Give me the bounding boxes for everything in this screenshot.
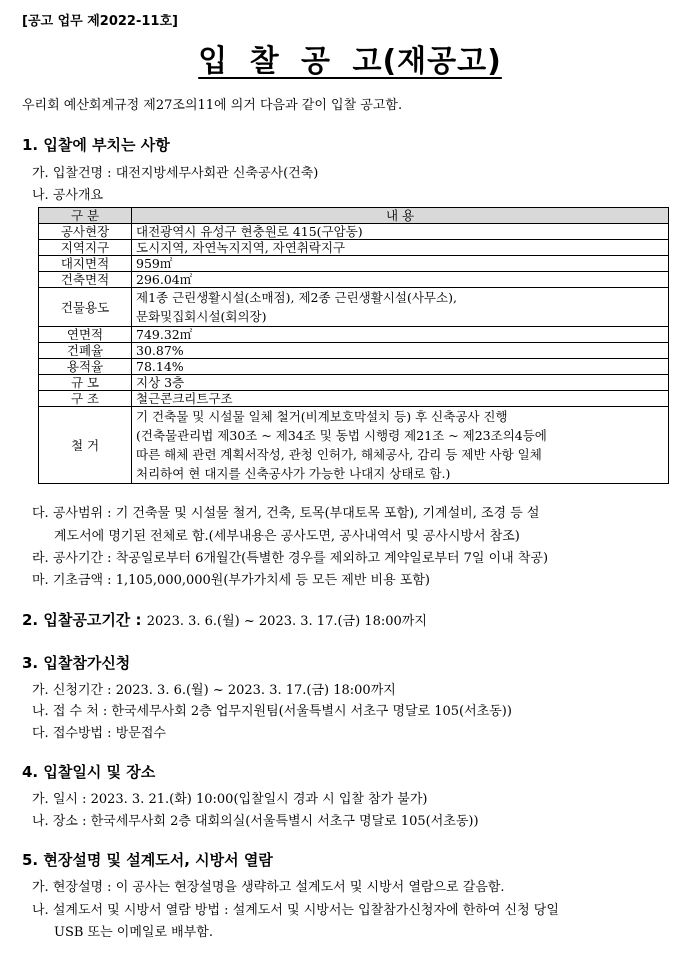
table-row <box>39 327 669 343</box>
row-key: 용적율 <box>39 359 132 375</box>
sec4-item-na: 나. 장소 : 한국세무사회 2층 대회의실(서울특별시 서초구 명달로 105(서초동)) <box>32 814 479 829</box>
sec3-item-na: 나. 접 수 처 : 한국세무사회 2층 업무지원팀(서울특별시 서초구 명달로 105(서초동)) <box>32 704 512 719</box>
row-key: 지역지구 <box>39 240 132 256</box>
row-value-line: 따른 해체 관련 계획서작성, 관청 인허가, 해체공사, 감리 등 제반 사항 일체 <box>136 447 542 462</box>
row-value: 749.32㎡ <box>132 327 669 343</box>
row-value-line: 기 건축물 및 시설물 일체 철거(비계보호막설치 등) 후 신축공사 진행 <box>136 409 508 424</box>
section-1-heading: 1. 입찰에 부치는 사항 <box>22 136 170 154</box>
table-row <box>39 256 669 272</box>
row-key: 규 모 <box>39 375 132 391</box>
row-key: 건축면적 <box>39 272 132 288</box>
row-value: 78.14% <box>132 359 669 375</box>
row-key: 대지면적 <box>39 256 132 272</box>
sec5-item-na-cont: USB 또는 이메일로 배부함. <box>54 925 213 940</box>
row-value-line: 제1종 근린생활시설(소매점), 제2종 근린생활시설(사무소), <box>136 290 457 305</box>
intro-text: 우리회 예산회계규정 제27조의11에 의거 다음과 같이 입찰 공고함. <box>22 98 403 113</box>
table-header-content: 내 용 <box>132 208 669 224</box>
row-value: 대전광역시 유성구 현충원로 415(구암동) <box>132 224 669 240</box>
table-row <box>39 391 669 407</box>
table-row <box>39 288 669 327</box>
sec1-item-da-cont: 계도서에 명기된 전체로 함.(세부내용은 공사도면, 공사내역서 및 공사시방서 참조) <box>54 529 520 544</box>
row-value-line: (건축물관리법 제30조 ~ 제34조 및 동법 시행령 제21조 ~ 제23조의4등에 <box>136 428 547 443</box>
sec3-item-da: 다. 접수방법 : 방문접수 <box>32 726 166 741</box>
row-key: 구 조 <box>39 391 132 407</box>
section-5-heading: 5. 현장설명 및 설계도서, 시방서 열람 <box>22 851 273 869</box>
sec4-item-ga: 가. 일시 : 2023. 3. 21.(화) 10:00(입찰일시 경과 시 입찰 참가 불가) <box>32 792 428 807</box>
table-header-category: 구 분 <box>39 208 132 224</box>
sec1-item-ma: 마. 기초금액 : 1,105,000,000원(부가가치세 등 모든 제반 비용 포함) <box>32 573 430 588</box>
row-value: 도시지역, 자연녹지지역, 자연취락지구 <box>132 240 669 256</box>
table-row <box>39 359 669 375</box>
section-3-heading: 3. 입찰참가신청 <box>22 654 131 672</box>
row-key: 공사현장 <box>39 224 132 240</box>
project-overview-table <box>38 207 669 484</box>
section-2-heading: 2. 입찰공고기간 : <box>22 611 142 629</box>
bid-notice-period: 2023. 3. 6.(월) ~ 2023. 3. 17.(금) 18:00까지 <box>146 614 427 629</box>
sec1-item-ga: 가. 입찰건명 : 대전지방세무사회관 신축공사(건축) <box>32 166 319 181</box>
sec1-item-ra: 라. 공사기간 : 착공일로부터 6개월간(특별한 경우를 제외하고 계약일로부터 7일 이내 착공) <box>32 551 549 566</box>
sec1-item-da: 다. 공사범위 : 기 건축물 및 시설물 철거, 건축, 토목(부대토목 포함), 기계설비, 조경 등 설 <box>32 506 540 521</box>
sec5-item-na: 나. 설계도서 및 시방서 열람 방법 : 설계도서 및 시방서는 입찰참가신청자에 한하여 신청 당일 <box>32 903 559 918</box>
row-value <box>132 288 669 327</box>
row-key: 건폐율 <box>39 343 132 359</box>
row-key: 건물용도 <box>39 288 132 327</box>
table-header-row <box>39 208 669 224</box>
table-row <box>39 240 669 256</box>
row-value: 30.87% <box>132 343 669 359</box>
notice-number: [공고 업무 제2022-11호] <box>22 14 178 29</box>
row-value-line: 문화및집회시설(회의장) <box>136 309 267 324</box>
row-value: 296.04㎡ <box>132 272 669 288</box>
row-value: 지상 3층 <box>132 375 669 391</box>
row-key: 철 거 <box>39 407 132 484</box>
row-key: 연면적 <box>39 327 132 343</box>
table-row <box>39 224 669 240</box>
table-row <box>39 407 669 484</box>
table-row <box>39 343 669 359</box>
row-value: 철근콘크리트구조 <box>132 391 669 407</box>
table-row <box>39 375 669 391</box>
section-2 <box>22 609 427 630</box>
table-row <box>39 272 669 288</box>
sec5-item-ga: 가. 현장설명 : 이 공사는 현장설명을 생략하고 설계도서 및 시방서 열람으로 갈음함. <box>32 880 505 895</box>
page-title-text: 입 찰 공 고(재공고) <box>198 44 502 79</box>
row-value-line: 처리하여 현 대지를 신축공사가 가능한 나대지 상태로 함.) <box>136 466 451 481</box>
sec3-item-ga: 가. 신청기간 : 2023. 3. 6.(월) ~ 2023. 3. 17.(금) 18:00까지 <box>32 683 396 698</box>
sec1-item-na: 나. 공사개요 <box>32 188 104 203</box>
section-4-heading: 4. 입찰일시 및 장소 <box>22 763 156 781</box>
page-title <box>0 36 700 80</box>
row-value: 959㎡ <box>132 256 669 272</box>
row-value <box>132 407 669 484</box>
